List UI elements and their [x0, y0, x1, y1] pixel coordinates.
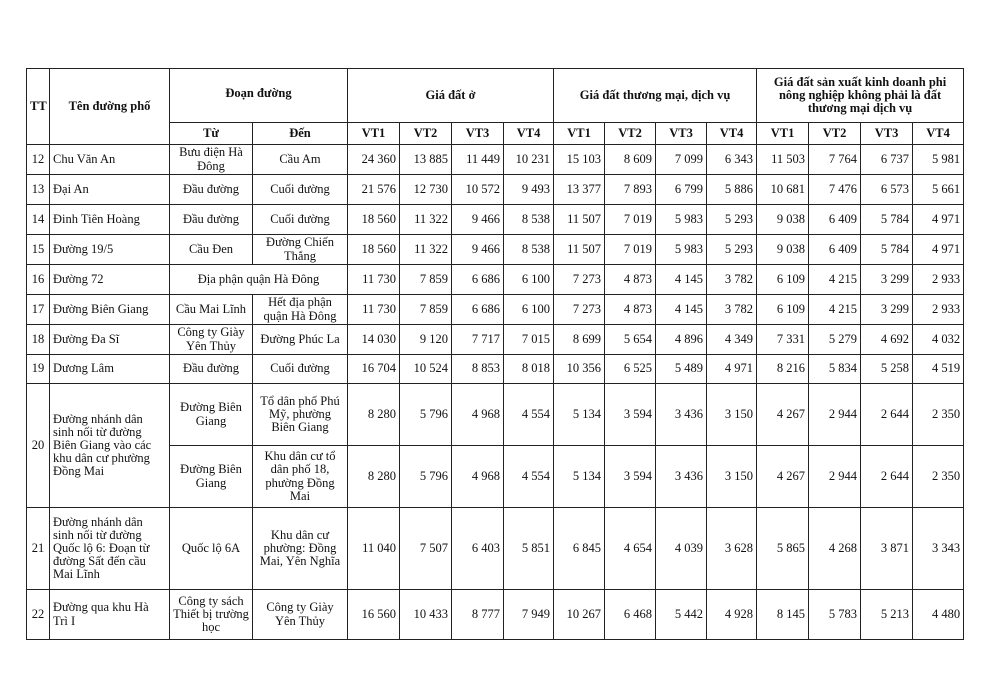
price-cell: 7 331	[757, 325, 809, 355]
price-cell: 4 971	[913, 235, 964, 265]
price-cell: 6 109	[757, 265, 809, 295]
row-tt: 16	[27, 265, 50, 295]
price-cell: 4 971	[913, 205, 964, 235]
price-cell: 3 436	[656, 446, 707, 508]
price-cell: 2 644	[861, 446, 913, 508]
price-cell: 5 851	[504, 508, 554, 590]
table-row	[27, 590, 964, 640]
row-tt: 20	[27, 384, 50, 508]
street-name: Đường qua khu Hà Trì I	[50, 590, 170, 640]
price-cell: 5 783	[809, 590, 861, 640]
row-tt: 17	[27, 295, 50, 325]
price-cell: 5 442	[656, 590, 707, 640]
segment-to: Tổ dân phố Phú Mỹ, phường Biên Giang	[253, 384, 348, 446]
price-cell: 4 654	[605, 508, 656, 590]
price-cell: 8 777	[452, 590, 504, 640]
table-row	[27, 508, 964, 590]
price-cell: 4 873	[605, 265, 656, 295]
segment-to: Khu dân cư tổ dân phố 18, phường Đồng Mai	[253, 446, 348, 508]
segment-from: Cầu Mai Lĩnh	[170, 295, 253, 325]
price-cell: 4 267	[757, 384, 809, 446]
price-cell: 8 538	[504, 235, 554, 265]
price-cell: 2 944	[809, 384, 861, 446]
price-cell: 5 983	[656, 235, 707, 265]
price-cell: 7 476	[809, 175, 861, 205]
price-cell: 2 933	[913, 295, 964, 325]
price-cell: 7 764	[809, 145, 861, 175]
price-cell: 5 654	[605, 325, 656, 355]
price-cell: 2 350	[913, 446, 964, 508]
segment-from: Quốc lộ 6A	[170, 508, 253, 590]
price-cell: 5 886	[707, 175, 757, 205]
price-cell: 15 103	[554, 145, 605, 175]
price-cell: 6 468	[605, 590, 656, 640]
price-cell: 7 717	[452, 325, 504, 355]
price-cell: 4 215	[809, 295, 861, 325]
price-cell: 2 350	[913, 384, 964, 446]
price-cell: 11 507	[554, 205, 605, 235]
price-cell: 7 859	[400, 265, 452, 295]
segment-from: Đường Biên Giang	[170, 384, 253, 446]
price-cell: 9 038	[757, 235, 809, 265]
segment-full: Địa phận quận Hà Đông	[170, 265, 348, 295]
table-row	[27, 355, 964, 384]
header-commercial-price: Giá đất thương mại, dịch vụ	[554, 69, 757, 123]
row-tt: 14	[27, 205, 50, 235]
price-cell: 24 360	[348, 145, 400, 175]
header-segment: Đoạn đường	[170, 69, 348, 123]
price-cell: 7 015	[504, 325, 554, 355]
price-cell: 4 032	[913, 325, 964, 355]
segment-from: Đầu đường	[170, 355, 253, 384]
header-to: Đến	[253, 123, 348, 145]
segment-from: Công ty Giày Yên Thủy	[170, 325, 253, 355]
price-cell: 13 377	[554, 175, 605, 205]
street-name: Chu Văn An	[50, 145, 170, 175]
price-cell: 5 796	[400, 384, 452, 446]
header-nonagri-price: Giá đất sản xuất kinh doanh phi nông nghiệp không phải là đất thương mại dịch vụ	[757, 69, 964, 123]
table-row	[27, 384, 964, 446]
price-cell: 2 644	[861, 384, 913, 446]
header-vt: VT1	[757, 123, 809, 145]
price-cell: 10 356	[554, 355, 605, 384]
price-cell: 9 493	[504, 175, 554, 205]
price-cell: 6 737	[861, 145, 913, 175]
price-cell: 5 134	[554, 384, 605, 446]
price-cell: 3 782	[707, 295, 757, 325]
price-cell: 7 273	[554, 265, 605, 295]
price-cell: 4 928	[707, 590, 757, 640]
header-vt: VT2	[400, 123, 452, 145]
price-cell: 8 609	[605, 145, 656, 175]
price-cell: 4 039	[656, 508, 707, 590]
price-cell: 6 573	[861, 175, 913, 205]
price-cell: 8 280	[348, 446, 400, 508]
price-cell: 3 343	[913, 508, 964, 590]
price-cell: 6 109	[757, 295, 809, 325]
price-cell: 6 403	[452, 508, 504, 590]
header-tt: TT	[27, 69, 50, 145]
header-vt: VT3	[656, 123, 707, 145]
header-vt: VT4	[707, 123, 757, 145]
price-cell: 3 871	[861, 508, 913, 590]
row-tt: 21	[27, 508, 50, 590]
price-cell: 9 038	[757, 205, 809, 235]
price-cell: 4 896	[656, 325, 707, 355]
price-cell: 3 299	[861, 265, 913, 295]
segment-from: Đầu đường	[170, 205, 253, 235]
segment-to: Công ty Giày Yên Thủy	[253, 590, 348, 640]
price-cell: 4 692	[861, 325, 913, 355]
price-cell: 4 554	[504, 384, 554, 446]
price-cell: 5 865	[757, 508, 809, 590]
price-cell: 8 018	[504, 355, 554, 384]
row-tt: 19	[27, 355, 50, 384]
price-cell: 4 145	[656, 295, 707, 325]
segment-to: Hết địa phận quận Hà Đông	[253, 295, 348, 325]
price-cell: 5 983	[656, 205, 707, 235]
table-row	[27, 265, 964, 295]
street-name: Đinh Tiên Hoàng	[50, 205, 170, 235]
price-cell: 6 343	[707, 145, 757, 175]
price-cell: 4 480	[913, 590, 964, 640]
price-cell: 9 466	[452, 235, 504, 265]
price-cell: 8 216	[757, 355, 809, 384]
price-cell: 5 784	[861, 205, 913, 235]
price-cell: 6 845	[554, 508, 605, 590]
price-cell: 5 134	[554, 446, 605, 508]
price-cell: 4 215	[809, 265, 861, 295]
price-cell: 4 349	[707, 325, 757, 355]
street-name: Đường 72	[50, 265, 170, 295]
price-cell: 5 834	[809, 355, 861, 384]
price-cell: 8 699	[554, 325, 605, 355]
price-cell: 10 267	[554, 590, 605, 640]
header-vt: VT1	[348, 123, 400, 145]
price-cell: 9 120	[400, 325, 452, 355]
price-cell: 7 019	[605, 235, 656, 265]
segment-from: Công ty sách Thiết bị trường học	[170, 590, 253, 640]
segment-from: Cầu Đen	[170, 235, 253, 265]
price-cell: 4 267	[757, 446, 809, 508]
street-name: Đường nhánh dân sinh nối từ đường Biên Giang vào các khu dân cư phường Đồng Mai	[50, 384, 170, 508]
price-cell: 7 019	[605, 205, 656, 235]
price-cell: 4 968	[452, 446, 504, 508]
table-row	[27, 295, 964, 325]
header-vt: VT4	[504, 123, 554, 145]
price-cell: 7 859	[400, 295, 452, 325]
header-from: Từ	[170, 123, 253, 145]
segment-from: Bưu điện Hà Đông	[170, 145, 253, 175]
street-name: Đường 19/5	[50, 235, 170, 265]
header-vt: VT3	[861, 123, 913, 145]
segment-to: Cuối đường	[253, 205, 348, 235]
header-vt: VT4	[913, 123, 964, 145]
row-tt: 18	[27, 325, 50, 355]
price-cell: 13 885	[400, 145, 452, 175]
price-cell: 11 730	[348, 265, 400, 295]
price-cell: 11 730	[348, 295, 400, 325]
price-cell: 3 299	[861, 295, 913, 325]
header-residential-price: Giá đất ở	[348, 69, 554, 123]
table-row	[27, 205, 964, 235]
price-cell: 10 681	[757, 175, 809, 205]
row-tt: 15	[27, 235, 50, 265]
price-cell: 3 782	[707, 265, 757, 295]
price-cell: 7 273	[554, 295, 605, 325]
street-name: Đường Biên Giang	[50, 295, 170, 325]
price-cell: 7 507	[400, 508, 452, 590]
price-cell: 9 466	[452, 205, 504, 235]
price-cell: 2 944	[809, 446, 861, 508]
price-cell: 11 322	[400, 205, 452, 235]
price-cell: 16 560	[348, 590, 400, 640]
price-cell: 5 293	[707, 205, 757, 235]
table-row	[27, 145, 964, 175]
price-cell: 4 971	[707, 355, 757, 384]
segment-from: Đường Biên Giang	[170, 446, 253, 508]
price-cell: 10 231	[504, 145, 554, 175]
segment-from: Đầu đường	[170, 175, 253, 205]
header-vt: VT3	[452, 123, 504, 145]
header-vt: VT2	[605, 123, 656, 145]
price-cell: 5 981	[913, 145, 964, 175]
price-cell: 5 279	[809, 325, 861, 355]
price-cell: 5 258	[861, 355, 913, 384]
price-cell: 6 409	[809, 205, 861, 235]
price-cell: 7 949	[504, 590, 554, 640]
price-cell: 10 524	[400, 355, 452, 384]
price-cell: 12 730	[400, 175, 452, 205]
price-cell: 3 628	[707, 508, 757, 590]
table-row	[27, 235, 964, 265]
price-cell: 18 560	[348, 205, 400, 235]
price-cell: 6 686	[452, 295, 504, 325]
price-cell: 7 893	[605, 175, 656, 205]
row-tt: 12	[27, 145, 50, 175]
price-cell: 8 538	[504, 205, 554, 235]
segment-to: Cuối đường	[253, 355, 348, 384]
price-cell: 11 040	[348, 508, 400, 590]
price-cell: 3 150	[707, 446, 757, 508]
price-cell: 18 560	[348, 235, 400, 265]
header-vt: VT1	[554, 123, 605, 145]
price-cell: 6 100	[504, 265, 554, 295]
price-cell: 2 933	[913, 265, 964, 295]
segment-to: Khu dân cư phường: Đồng Mai, Yên Nghĩa	[253, 508, 348, 590]
street-name: Đại An	[50, 175, 170, 205]
price-cell: 4 145	[656, 265, 707, 295]
price-cell: 11 322	[400, 235, 452, 265]
segment-to: Đường Phúc La	[253, 325, 348, 355]
price-cell: 5 293	[707, 235, 757, 265]
price-cell: 4 554	[504, 446, 554, 508]
price-cell: 5 661	[913, 175, 964, 205]
price-cell: 4 519	[913, 355, 964, 384]
price-cell: 8 853	[452, 355, 504, 384]
price-cell: 3 594	[605, 446, 656, 508]
price-cell: 7 099	[656, 145, 707, 175]
price-cell: 16 704	[348, 355, 400, 384]
price-cell: 11 503	[757, 145, 809, 175]
segment-to: Cầu Am	[253, 145, 348, 175]
price-cell: 11 449	[452, 145, 504, 175]
price-cell: 6 799	[656, 175, 707, 205]
table-row	[27, 325, 964, 355]
row-tt: 22	[27, 590, 50, 640]
price-cell: 3 150	[707, 384, 757, 446]
price-cell: 3 594	[605, 384, 656, 446]
land-price-table	[26, 68, 964, 640]
price-cell: 11 507	[554, 235, 605, 265]
header-vt: VT2	[809, 123, 861, 145]
price-cell: 8 280	[348, 384, 400, 446]
header-street-name: Tên đường phố	[50, 69, 170, 145]
price-cell: 6 100	[504, 295, 554, 325]
price-cell: 5 213	[861, 590, 913, 640]
price-cell: 6 686	[452, 265, 504, 295]
price-cell: 5 796	[400, 446, 452, 508]
price-cell: 5 489	[656, 355, 707, 384]
price-cell: 8 145	[757, 590, 809, 640]
street-name: Dương Lâm	[50, 355, 170, 384]
segment-to: Cuối đường	[253, 175, 348, 205]
street-name: Đường nhánh dân sinh nối từ đường Quốc lộ 6: Đoạn từ đường Sất đến cầu Mai Lĩnh	[50, 508, 170, 590]
price-cell: 4 968	[452, 384, 504, 446]
price-cell: 6 525	[605, 355, 656, 384]
price-cell: 4 268	[809, 508, 861, 590]
price-cell: 4 873	[605, 295, 656, 325]
price-cell: 3 436	[656, 384, 707, 446]
row-tt: 13	[27, 175, 50, 205]
price-cell: 10 433	[400, 590, 452, 640]
price-cell: 10 572	[452, 175, 504, 205]
price-cell: 21 576	[348, 175, 400, 205]
street-name: Đường Đa Sĩ	[50, 325, 170, 355]
price-cell: 14 030	[348, 325, 400, 355]
price-cell: 6 409	[809, 235, 861, 265]
table-row	[27, 175, 964, 205]
segment-to: Đường Chiến Thắng	[253, 235, 348, 265]
price-cell: 5 784	[861, 235, 913, 265]
